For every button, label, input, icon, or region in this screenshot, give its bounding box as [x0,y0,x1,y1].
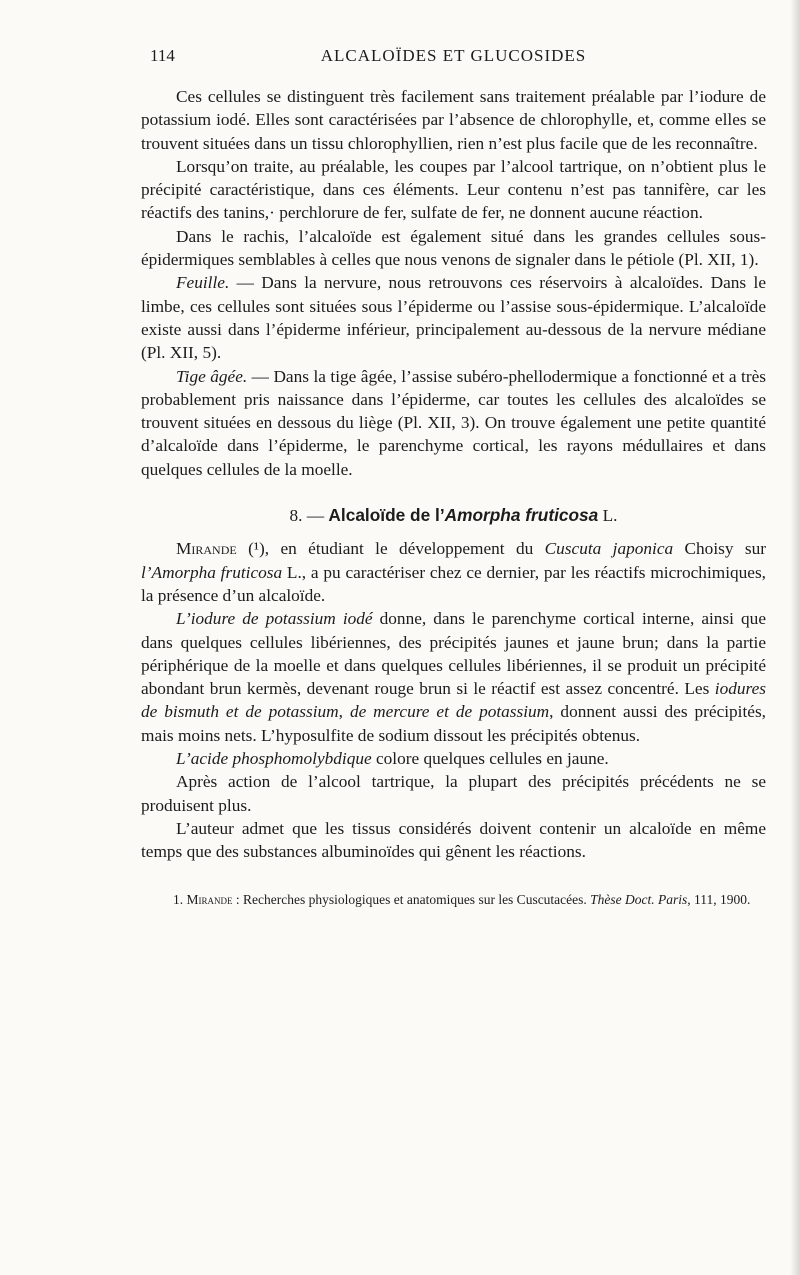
page-number: 114 [150,46,175,65]
mirande-text-a: (¹), en étudiant le développement du [236,539,545,559]
paragraph-acide [141,747,766,770]
page-edge-shadow [790,0,800,1275]
paragraph-alcool: Après action de l’alcool tartrique, la plupart des précipités précédents ne se produisent plus. [141,772,766,815]
running-title: ALCALOÏDES ET GLUCOSIDES [320,46,587,65]
iodure-text-c: , donnent aussi des précipités, mais moins nets. L’hyposulfite de sodium dissout les précipités obtenus. [141,702,767,745]
body-text [141,85,766,909]
paragraph-feuille [141,271,766,364]
reagent-iodure: L’iodure de potassium iodé [176,609,373,629]
reagent-acide: L’acide phosphomolybdique [176,749,372,769]
paragraph-iodure [141,607,766,747]
footnote-number: 1. [173,891,187,907]
author-name: Mirande [176,539,237,559]
mirande-text-b: Choisy sur [673,539,766,559]
paragraph-mirande [141,537,766,607]
tige-text: — Dans la tige âgée, l’assise subéro-phellodermique a fonctionné et a très probablement pris naissance dans l’épiderme, car toutes les cellules des alcaloïdes se trouvent situées en dessous du liège (Pl. XII, 3). On trouve également une petite quantité d’alcaloïde dans l’épiderme, le parenchyme cortical, les rayons médullaires et dans quelques cellules de la moelle. [141,366,766,479]
paragraph-2: Lorsqu’on traite, au préalable, les coupes par l’alcool tartrique, on n’obtient plus le précipité caractéristique, dans ces éléments. Leur contenu n’est pas tannifère, car les réactifs des tanins,· perchlorure de fer, sulfate de fer, ne donnent aucune réaction. [141,156,766,223]
footnote-author: Mirande [186,891,233,907]
running-header [140,46,767,70]
section-heading [141,504,766,527]
footnote-text: : Recherches physiologiques et anatomiques sur les Cuscutacées. [232,891,591,907]
footnote-separator [141,864,766,890]
feuille-text: — Dans la nervure, nous retrouvons ces réservoirs à alcaloïdes. Dans le limbe, ces cellules sont situées sous l’épiderme ou l’assise sous-épidermique. L’alcaloïde existe aussi dans l’épiderme inférieur, principalement au-dessous de la nervure médiane (Pl. XII, 5). [141,273,766,363]
reagent-bismuth: iodures de bismuth et de potassium [141,679,766,722]
paragraph-tige [141,365,766,481]
feuille-label: Feuille. [176,273,230,293]
paragraph-conclusion: L’auteur admet que les tissus considérés doivent contenir un alcaloïde en même temps que des substances albuminoïdes qui gênent les réactions. [141,818,766,862]
footnote-thesis: Thèse Doct. Paris [590,891,688,907]
iodure-text-a: donne, dans le parenchyme cortical interne, ainsi que dans quelques cellules libériennes, des précipités jaunes et jaune brun; dans la partie périphérique de la moelle et dans quelques cellules libériennes, il se produit un précipité abondant brun kermès, devenant rouge brun si le réactif est assez concentré. Les [141,609,766,699]
acide-text: colore quelques cellules en jaune. [371,749,609,769]
heading-end: L. [598,506,618,526]
paragraph-1: Ces cellules se distinguent très facilement sans traitement préalable par l’iodure de potassium iodé. Elles sont caractérisées par l’absence de chlorophylle, et, comme elles se trouvent situées dans un tissu chlorophyllien, rien n’est plus facile que de les reconnaître. [141,87,766,153]
heading-italic: Amorpha fruticosa [444,505,599,526]
iodure-text-b: , [338,702,350,722]
paragraph-3: Dans le rachis, l’alcaloïde est également situé dans les grandes cellules sous-épidermiques semblables à celles que nous venons de signaler dans le pétiole (Pl. XII, 1). [141,226,766,270]
mirande-text-c: L., a pu caractériser chez ce dernier, par les réactifs microchimiques, la présence d’un alcaloïde. [141,562,766,605]
footnote-end: , 111, 1900. [687,891,751,907]
tige-label: Tige âgée. [176,366,248,386]
heading-main: Alcaloïde de l’ [328,505,445,526]
species-cuscuta: Cuscuta japonica [544,539,674,559]
reagent-mercure: de mercure et de potassium [349,702,550,722]
footnote [141,890,766,909]
heading-number: 8. — [289,506,329,526]
species-amorpha: l’Amorpha fruticosa [141,562,283,582]
